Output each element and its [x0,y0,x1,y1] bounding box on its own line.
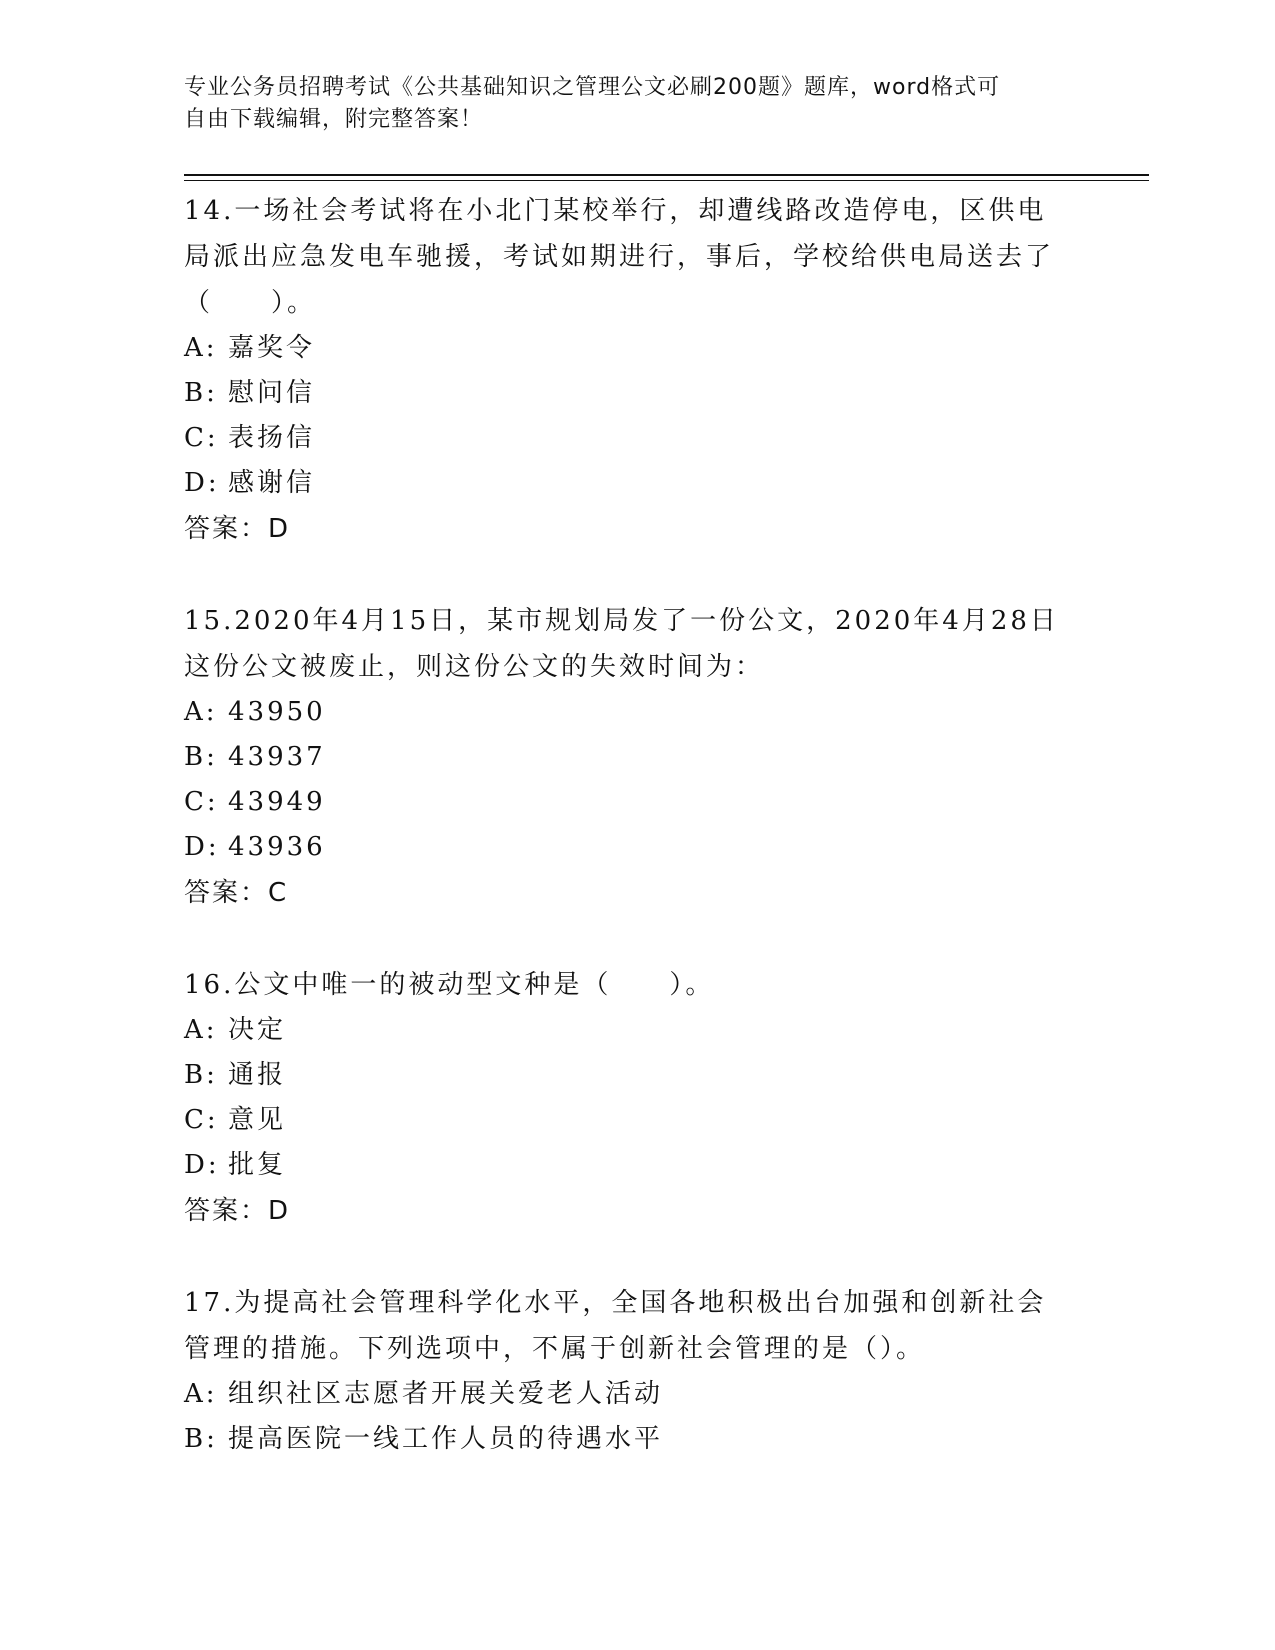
option-label: D: [184,1150,220,1180]
option-label: A: [184,697,218,727]
option-label: A: [184,333,218,363]
option-label: B: [184,1424,218,1454]
header-divider-thin [184,180,1149,181]
option-text: 意见 [228,1105,287,1135]
question-14 [184,188,1074,552]
option-text: 决定 [228,1015,287,1045]
option-label: B: [184,378,218,408]
question-15 [184,598,1074,916]
header-line-1: 专业公务员招聘考试《公共基础知识之管理公文必刷200题》题库，word格式可 [184,75,1001,100]
header-line-2: 自由下载编辑，附完整答案！ [184,107,484,132]
answer-line: 答案：C [184,878,289,908]
option-text: 嘉奖令 [228,333,316,363]
answer-line: 答案：D [184,1196,291,1226]
option-d [184,825,1074,870]
option-text: 慰问信 [228,378,316,408]
option-b [184,1417,1074,1462]
option-text: 43936 [228,832,326,862]
option-b [184,371,1074,416]
question-16 [184,962,1074,1234]
answer-line: 答案：D [184,514,291,544]
option-text: 批复 [228,1150,287,1180]
option-text: 通报 [228,1060,287,1090]
option-label: C: [184,423,219,453]
question-stem: 15.2020年4月15日，某市规划局发了一份公文，2020年4月28日这份公文被废止，则这份公文的失效时间为： [184,606,1059,682]
option-label: B: [184,1060,218,1090]
question-stem: 17.为提高社会管理科学化水平，全国各地积极出台加强和创新社会管理的措施。下列选项中，不属于创新社会管理的是（）。 [184,1288,1047,1364]
option-text: 43949 [228,787,326,817]
option-a [184,326,1074,371]
option-label: D: [184,832,220,862]
option-label: B: [184,742,218,772]
question-list [184,188,1074,1508]
option-label: A: [184,1379,218,1409]
question-stem: 16.公文中唯一的被动型文种是（ ）。 [184,970,715,1000]
option-text: 提高医院一线工作人员的待遇水平 [228,1424,664,1454]
option-text: 表扬信 [228,423,316,453]
option-d [184,1143,1074,1188]
option-c [184,1098,1074,1143]
option-b [184,1053,1074,1098]
option-text: 组织社区志愿者开展关爱老人活动 [228,1379,664,1409]
header-divider-thick [184,174,1149,176]
option-text: 43937 [228,742,326,772]
option-label: C: [184,787,219,817]
option-a [184,690,1074,735]
option-a [184,1008,1074,1053]
option-d [184,461,1074,506]
option-label: C: [184,1105,219,1135]
option-a [184,1372,1074,1417]
option-text: 43950 [228,697,326,727]
option-label: A: [184,1015,218,1045]
option-label: D: [184,468,220,498]
option-c [184,780,1074,825]
option-c [184,416,1074,461]
question-stem: 14.一场社会考试将在小北门某校举行，却遭线路改造停电，区供电局派出应急发电车驰援，考试如期进行，事后，学校给供电局送去了（ ）。 [184,196,1055,318]
document-header [184,72,1064,136]
option-text: 感谢信 [228,468,316,498]
option-b [184,735,1074,780]
question-17 [184,1280,1074,1462]
